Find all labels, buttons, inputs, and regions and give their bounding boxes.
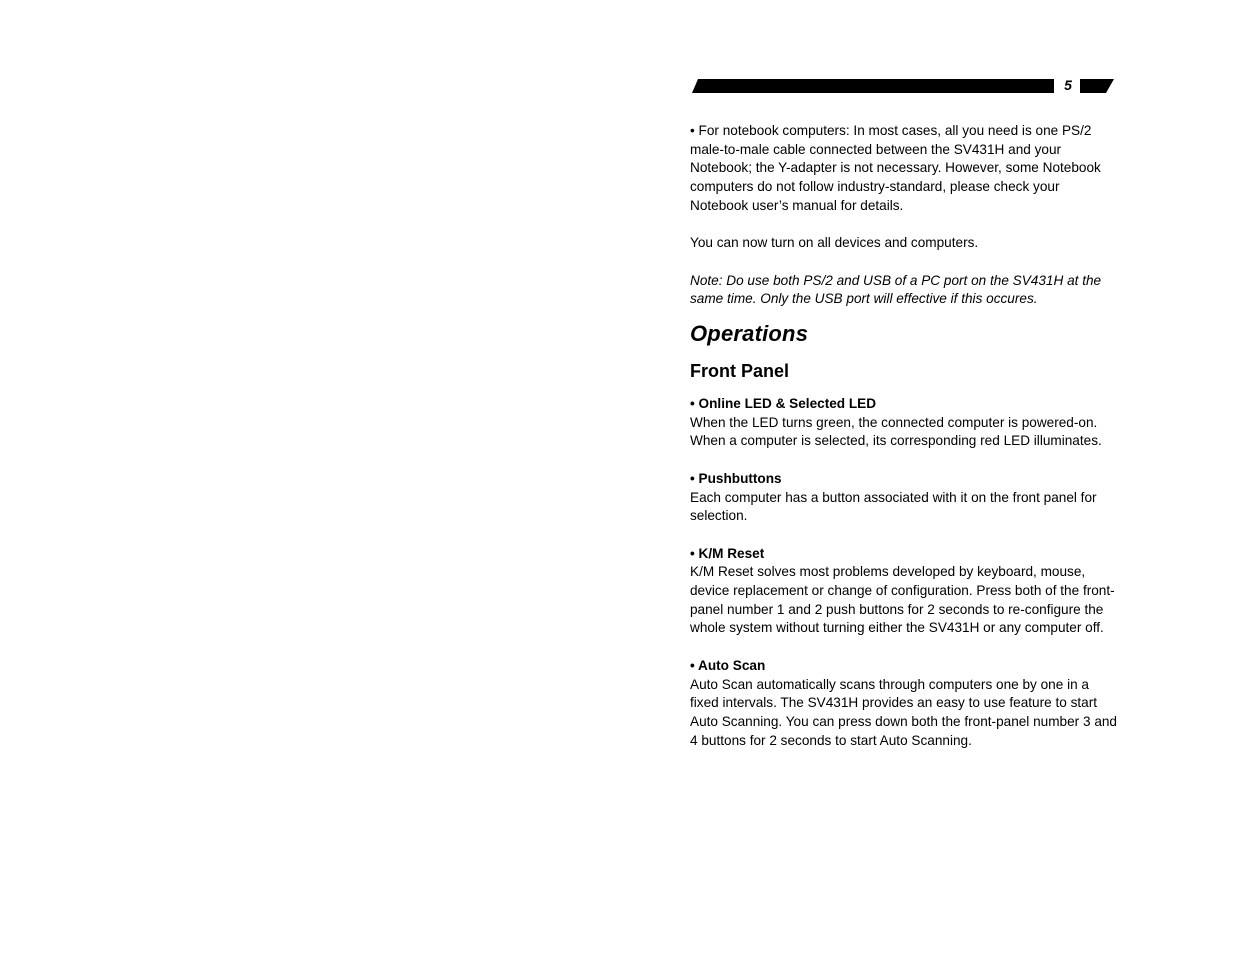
item-online-led	[690, 395, 1120, 451]
item-heading: • K/M Reset	[690, 545, 765, 561]
item-heading: • Pushbuttons	[690, 470, 782, 486]
item-heading: • Auto Scan	[690, 657, 766, 673]
page-number: 5	[1064, 77, 1072, 93]
item-text: When the LED turns green, the connected computer is powered-on. When a computer is selected, its corresponding red LED illuminates.	[690, 414, 1102, 449]
page-content	[690, 122, 1120, 769]
item-pushbuttons	[690, 470, 1120, 526]
header-rule-graphic	[692, 79, 1114, 93]
turn-on-paragraph: You can now turn on all devices and computers.	[690, 235, 979, 251]
item-text: Auto Scan automatically scans through computers one by one in a fixed intervals. The SV431H provides an easy to use feature to start Auto Scanning. You can press down both the front-panel number 3 and 4 buttons for 2 seconds to start Auto Scanning.	[690, 676, 1117, 748]
item-km-reset	[690, 545, 1120, 639]
item-heading: • Online LED & Selected LED	[690, 396, 877, 411]
item-text: Each computer has a button associated with it on the front panel for selection.	[690, 489, 1097, 524]
notebook-paragraph: • For notebook computers: In most cases, all you need is one PS/2 male-to-male cable connected between the SV431H and your Notebook; the Y-adapter is not necessary. However, some Notebook computers do not follow industry-standard, please check your Notebook user’s manual for details.	[690, 123, 1101, 213]
section-title: Operations	[690, 321, 809, 346]
subsection-title: Front Panel	[690, 361, 790, 381]
note-paragraph: Note: Do use both PS/2 and USB of a PC port on the SV431H at the same time. Only the USB port will effective if this occures.	[690, 272, 1102, 307]
header-bar	[692, 79, 1114, 93]
item-text: K/M Reset solves most problems developed by keyboard, mouse, device replacement or change of configuration. Press both of the front-panel number 1 and 2 push buttons for 2 seconds to re-configure the whole system without turning either the SV431H or any computer off.	[690, 564, 1115, 636]
item-auto-scan	[690, 657, 1120, 751]
